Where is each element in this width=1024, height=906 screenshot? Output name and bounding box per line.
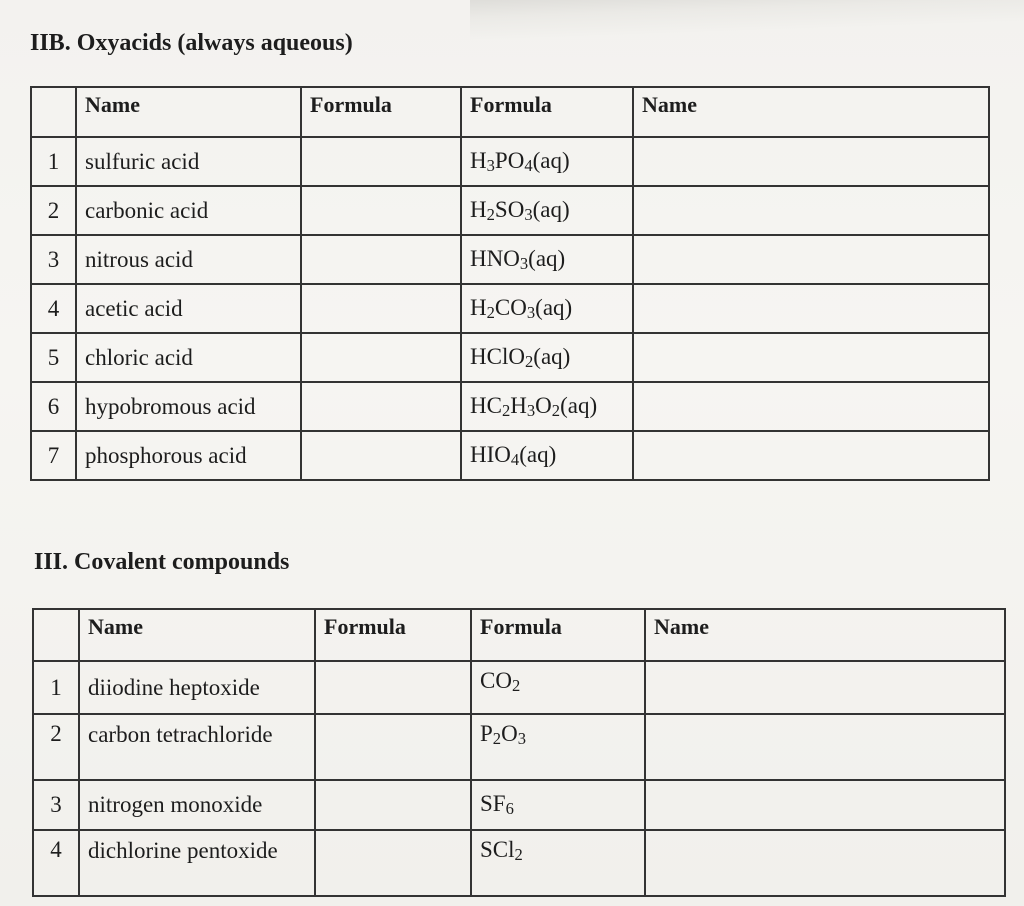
acid-formula: $H_3PO_4(aq)$ — [461, 137, 633, 186]
table-row — [31, 382, 989, 431]
header-formula: Formula — [315, 609, 471, 661]
table-row — [31, 284, 989, 333]
covalent-compounds-table — [32, 608, 1006, 897]
name-answer-cell[interactable] — [633, 137, 989, 186]
section-title-oxyacids: IIB. Oxyacids (always aqueous) — [30, 30, 353, 56]
oxyacids-table — [30, 86, 990, 481]
compound-name: carbon tetrachloride — [79, 714, 315, 780]
acid-name: sulfuric acid — [76, 137, 301, 186]
formula-answer-cell[interactable] — [301, 235, 461, 284]
name-answer-cell[interactable] — [645, 661, 1005, 714]
row-number: 5 — [31, 333, 76, 382]
formula-answer-cell[interactable] — [301, 137, 461, 186]
acid-formula: $HNO_3(aq)$ — [461, 235, 633, 284]
header-number-cell — [33, 609, 79, 661]
acid-name: hypobromous acid — [76, 382, 301, 431]
row-number: 1 — [33, 661, 79, 714]
header-name: Name — [633, 87, 989, 137]
name-answer-cell[interactable] — [645, 780, 1005, 830]
acid-formula: $H_2CO_3(aq)$ — [461, 284, 633, 333]
table-row — [33, 661, 1005, 714]
table-header-row — [33, 609, 1005, 661]
header-name: Name — [76, 87, 301, 137]
acid-name: acetic acid — [76, 284, 301, 333]
name-answer-cell[interactable] — [633, 284, 989, 333]
table-row — [31, 333, 989, 382]
formula-answer-cell[interactable] — [301, 186, 461, 235]
acid-name: chloric acid — [76, 333, 301, 382]
row-number: 4 — [33, 830, 79, 896]
table-row — [31, 431, 989, 480]
row-number: 4 — [31, 284, 76, 333]
acid-name: phosphorous acid — [76, 431, 301, 480]
compound-name: diiodine heptoxide — [79, 661, 315, 714]
table-row — [33, 780, 1005, 830]
acid-name: nitrous acid — [76, 235, 301, 284]
formula-answer-cell[interactable] — [301, 431, 461, 480]
compound-name: nitrogen monoxide — [79, 780, 315, 830]
compound-formula: $SF_6$ — [471, 780, 645, 830]
table-row — [33, 830, 1005, 896]
header-name: Name — [645, 609, 1005, 661]
row-number: 7 — [31, 431, 76, 480]
section-title-covalent: III. Covalent compounds — [34, 549, 290, 575]
row-number: 6 — [31, 382, 76, 431]
acid-formula: HClO$_2$(aq) — [461, 333, 633, 382]
paper-fold-shadow — [470, 0, 1024, 40]
table-header-row — [31, 87, 989, 137]
formula-answer-cell[interactable] — [315, 830, 471, 896]
name-answer-cell[interactable] — [633, 333, 989, 382]
table-row — [31, 235, 989, 284]
name-answer-cell[interactable] — [645, 714, 1005, 780]
formula-answer-cell[interactable] — [315, 661, 471, 714]
compound-name: dichlorine pentoxide — [79, 830, 315, 896]
header-formula: Formula — [471, 609, 645, 661]
formula-answer-cell[interactable] — [301, 284, 461, 333]
name-answer-cell[interactable] — [633, 235, 989, 284]
formula-answer-cell[interactable] — [315, 714, 471, 780]
table-row — [31, 137, 989, 186]
compound-formula: $P_2O_3$ — [471, 714, 645, 780]
row-number: 3 — [31, 235, 76, 284]
acid-name: carbonic acid — [76, 186, 301, 235]
row-number: 1 — [31, 137, 76, 186]
name-answer-cell[interactable] — [633, 431, 989, 480]
formula-answer-cell[interactable] — [301, 382, 461, 431]
name-answer-cell[interactable] — [645, 830, 1005, 896]
acid-formula: $HC_2H_3O_2(aq)$ — [461, 382, 633, 431]
header-name: Name — [79, 609, 315, 661]
name-answer-cell[interactable] — [633, 186, 989, 235]
header-formula: Formula — [461, 87, 633, 137]
row-number: 2 — [33, 714, 79, 780]
header-number-cell — [31, 87, 76, 137]
acid-formula: $HIO_4(aq)$ — [461, 431, 633, 480]
compound-formula: $CO_2$ — [471, 661, 645, 714]
compound-formula: SCl$_2$ — [471, 830, 645, 896]
acid-formula: $H_2SO_3(aq)$ — [461, 186, 633, 235]
header-formula: Formula — [301, 87, 461, 137]
formula-answer-cell[interactable] — [315, 780, 471, 830]
row-number: 3 — [33, 780, 79, 830]
name-answer-cell[interactable] — [633, 382, 989, 431]
table-row — [33, 714, 1005, 780]
table-row — [31, 186, 989, 235]
formula-answer-cell[interactable] — [301, 333, 461, 382]
row-number: 2 — [31, 186, 76, 235]
